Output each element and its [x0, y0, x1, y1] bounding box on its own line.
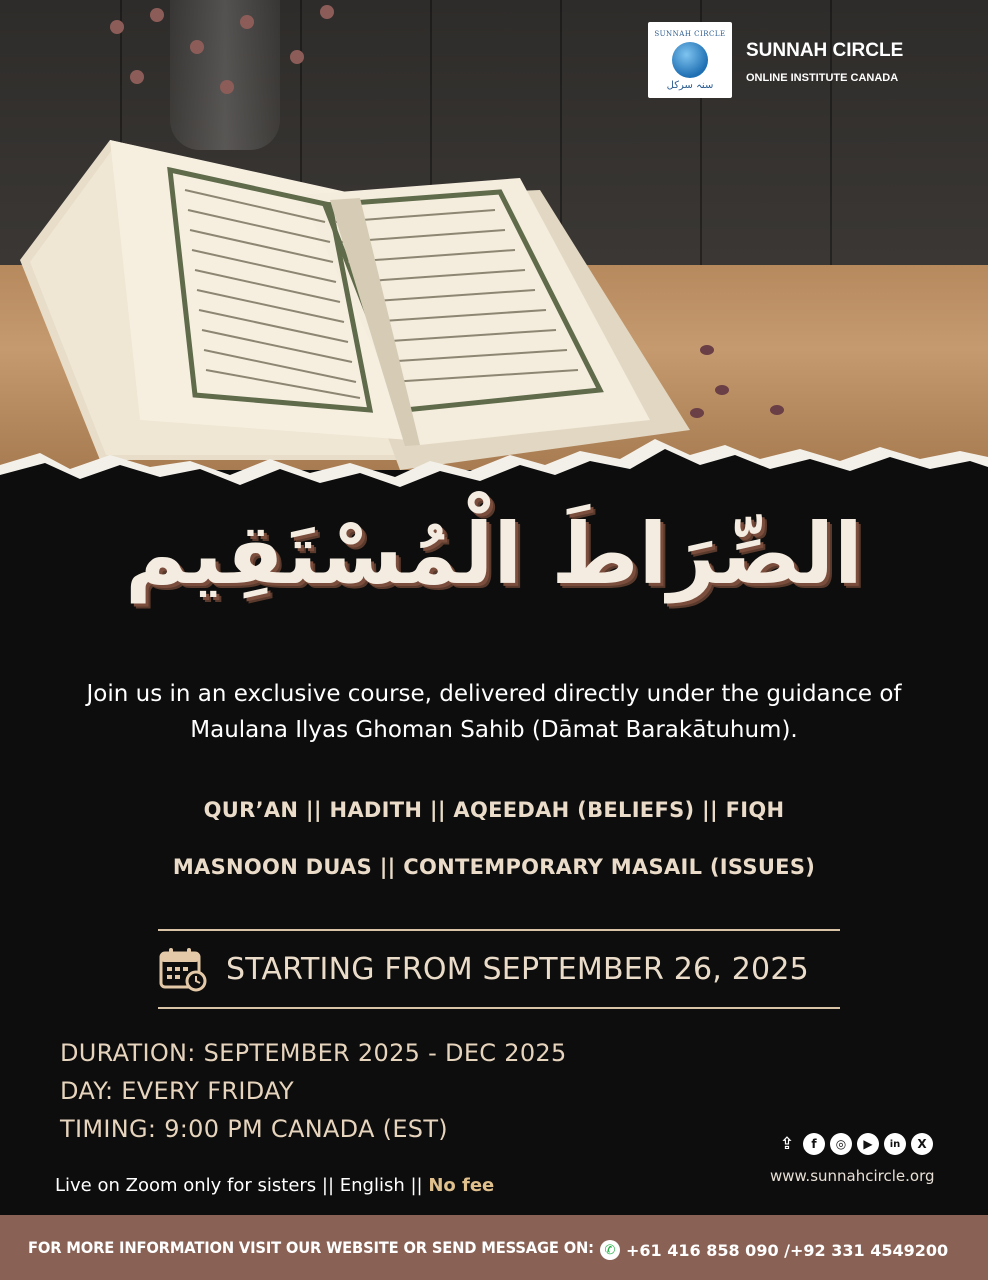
social-icons — [776, 1131, 933, 1157]
quran-book-illustration — [0, 0, 988, 470]
live-info — [55, 1175, 494, 1196]
calendar-icon — [158, 946, 208, 992]
divider-bottom — [158, 1007, 840, 1009]
phone-numbers[interactable]: +61 416 858 090 /+92 331 4549200 — [626, 1241, 949, 1260]
footer-text: FOR MORE INFORMATION VISIT OUR WEBSITE OR SEND MESSAGE ON: — [28, 1238, 594, 1257]
divider-top — [158, 929, 840, 931]
brand-name: SUNNAH CIRCLE — [746, 40, 904, 61]
start-date-row — [158, 944, 858, 994]
live-info-text: Live on Zoom only for sisters || English || — [55, 1175, 429, 1196]
youtube-icon[interactable]: ▶ — [857, 1133, 879, 1155]
fee-text: No fee — [428, 1175, 495, 1196]
logo-arabic-text: سنہ سرکل — [666, 79, 714, 91]
hero-photo — [0, 0, 988, 470]
globe-icon — [672, 42, 708, 78]
arabic-title: الصِّرَاطَ الْمُسْتَقِيم — [125, 505, 863, 603]
day-text: DAY: EVERY FRIDAY — [60, 1077, 294, 1105]
linkedin-icon[interactable]: in — [884, 1133, 906, 1155]
logo-top-text: SUNNAH CIRCLE — [654, 29, 726, 38]
topics-line-2: MASNOON DUAS || CONTEMPORARY MASAIL (ISSUES) — [172, 855, 816, 879]
topics-line-1: QUR’AN || HADITH || AQEEDAH (BELIEFS) || FIQH — [203, 798, 785, 822]
share-icon[interactable]: ⇪ — [779, 1134, 795, 1154]
facebook-icon[interactable]: f — [803, 1133, 825, 1155]
intro-text: Join us in an exclusive course, delivered directly under the guidance of Maulana Ilyas Ghoman Sahib (Dāmat Barakātuhum). — [86, 681, 902, 743]
x-icon[interactable]: X — [911, 1133, 933, 1155]
sunnah-circle-logo — [648, 22, 732, 98]
start-date-text: STARTING FROM SEPTEMBER 26, 2025 — [226, 951, 809, 987]
timing-text: TIMING: 9:00 PM CANADA (EST) — [60, 1115, 448, 1143]
instagram-icon[interactable]: ◎ — [830, 1133, 852, 1155]
torn-paper-edge — [0, 425, 988, 505]
website-link[interactable]: www.sunnahcircle.org — [770, 1167, 935, 1185]
brand-subtitle: ONLINE INSTITUTE CANADA — [746, 72, 899, 84]
duration-text: DURATION: SEPTEMBER 2025 - DEC 2025 — [60, 1039, 567, 1067]
whatsapp-icon: ✆ — [600, 1240, 620, 1260]
